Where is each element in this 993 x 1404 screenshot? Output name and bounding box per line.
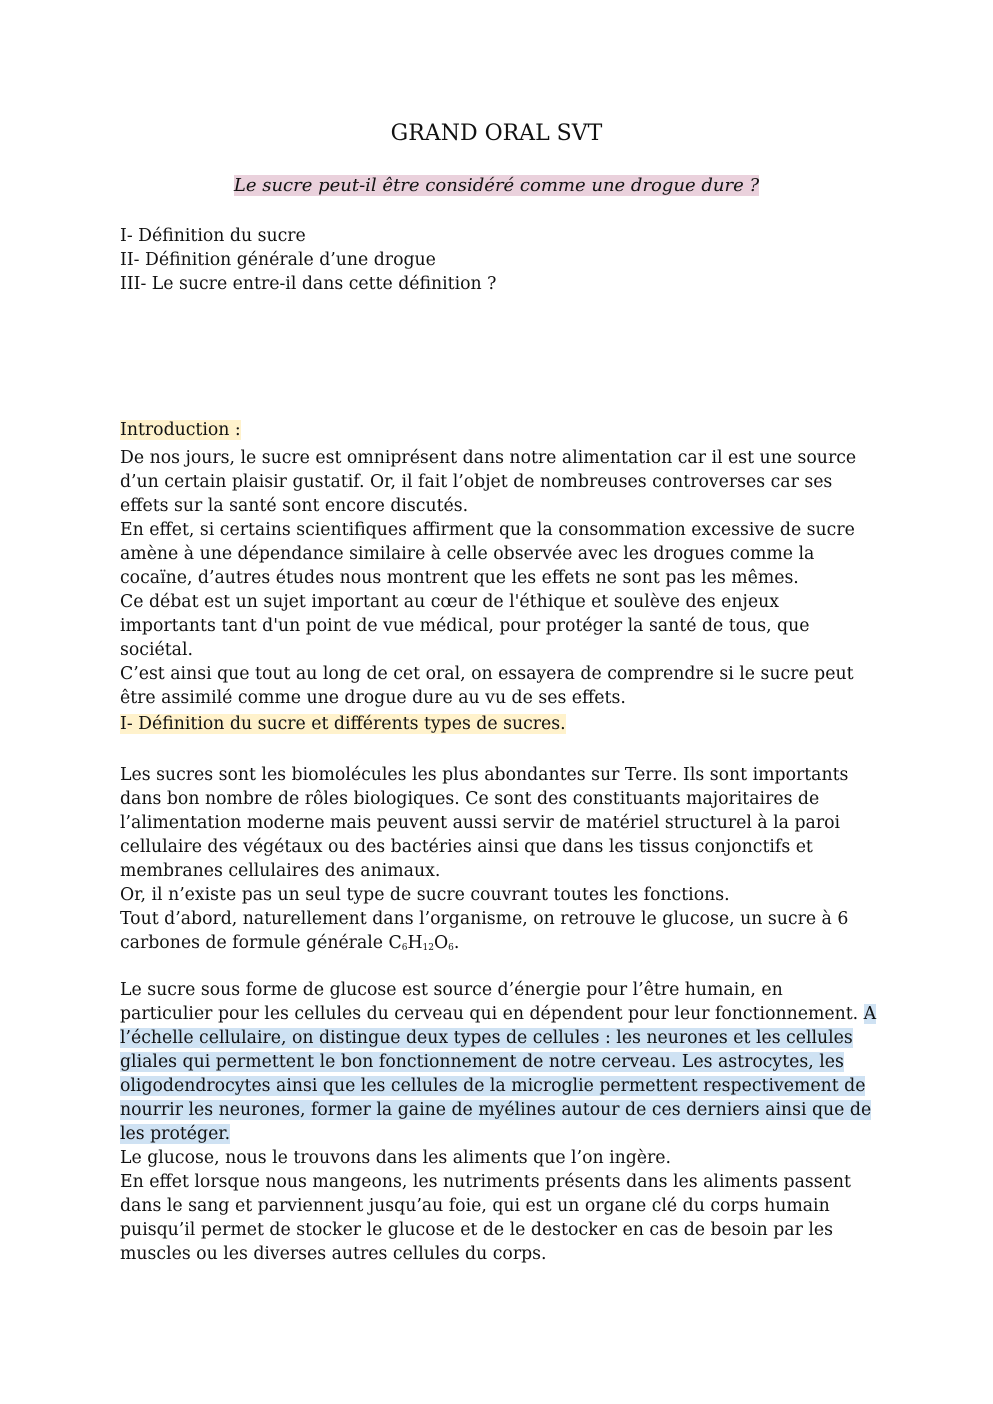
introduction-paragraph: Ce débat est un sujet important au cœur de l'éthique et soulève des enjeux importants tant d'un point de vue médical, pour protéger la santé de tous, que sociétal. — [120, 592, 810, 660]
introduction-heading — [120, 418, 880, 442]
section1-paragraph-1 — [120, 763, 880, 883]
outline-list — [120, 224, 880, 296]
section1-heading-text: I- Définition du sucre et différents types de sucres. — [120, 714, 566, 734]
section1-paragraph-4 — [120, 1146, 880, 1266]
formula-carbon-count: 6 — [401, 943, 408, 953]
paragraph-text: En effet lorsque nous mangeons, les nutriments présents dans les aliments passent dans le sang et parviennent jusqu’au foie, qui est un organe clé du corps humain puisqu’il permet de stocker le glucose et de le destocker en cas de besoin par les muscles ou les diverses autres cellules du corps. — [120, 1172, 851, 1264]
section1-paragraph-2 — [120, 883, 880, 955]
subtitle-question: Le sucre peut-il être considéré comme une drogue dure ? — [233, 175, 760, 196]
paragraph-text: Les sucres sont les biomolécules les plus abondantes sur Terre. Ils sont importants dans bon nombre de rôles biologiques. Ce sont des constituants majoritaires de l’alimentation moderne mais peuvent aussi servir de matériel structurel à la paroi cellulaire des végétaux ou des bactéries ainsi que dans les tissus conjonctifs et membranes cellulaires des animaux. — [120, 765, 849, 881]
paragraph-text — [120, 907, 880, 955]
formula-hydrogen: H — [407, 933, 423, 953]
highlighted-passage: A l’échelle cellulaire, on distingue deux types de cellules : les neurones et les cellules gliales qui permettent le bon fonctionnement de notre cerveau. Les astrocytes, les oligodendrocytes ainsi que les cellules de la microglie permettent respectivement de nourrir les neurones, former la gaine de myélines autour de ces derniers ainsi que de les protéger. — [120, 1004, 877, 1144]
formula-oxygen: O — [434, 933, 449, 953]
document-title — [0, 119, 993, 149]
paragraph-text — [120, 978, 880, 1146]
introduction-heading-text: Introduction : — [120, 420, 241, 440]
formula-carbon: C — [388, 933, 402, 953]
section1-paragraph-3 — [120, 978, 880, 1146]
section1-heading — [120, 712, 880, 736]
paragraph-text-part: Le sucre sous forme de glucose est source d’énergie pour l’être humain, en particulier pour les cellules du cerveau qui en dépendent pour leur fonctionnement. — [120, 980, 864, 1024]
introduction-paragraph: En effet, si certains scientifiques affirment que la consommation excessive de sucre amène à une dépendance similaire à celle observée avec les drogues comme la cocaïne, d’autres études nous montrent que les effets ne sont pas les mêmes. — [120, 520, 855, 588]
formula-period: . — [453, 933, 460, 953]
glucose-formula — [389, 933, 460, 953]
outline-item: I- Définition du sucre — [120, 226, 306, 246]
paragraph-text: Le glucose, nous le trouvons dans les aliments que l’on ingère. — [120, 1148, 672, 1168]
paragraph-text-part: Tout d’abord, naturellement dans l’organisme, on retrouve le glucose, un sucre à 6 carbones de formule générale — [120, 909, 849, 953]
formula-hydrogen-count: 12 — [422, 943, 434, 953]
outline-item: III- Le sucre entre-il dans cette définition ? — [120, 274, 497, 294]
paragraph-text: Or, il n’existe pas un seul type de sucre couvrant toutes les fonctions. — [120, 885, 730, 905]
document-subtitle — [0, 172, 993, 200]
introduction-paragraph: C’est ainsi que tout au long de cet oral, on essayera de comprendre si le sucre peut être assimilé comme une drogue dure au vu de ses effets. — [120, 664, 854, 708]
introduction-paragraph: De nos jours, le sucre est omniprésent dans notre alimentation car il est une source d’un certain plaisir gustatif. Or, il fait l’objet de nombreuses controverses car ses effets sur la santé sont encore discutés. — [120, 448, 857, 516]
outline-item: II- Définition générale d’une drogue — [120, 250, 436, 270]
formula-oxygen-count: 6 — [448, 943, 454, 953]
document-title-text: GRAND ORAL SVT — [390, 121, 603, 146]
introduction-body — [120, 446, 880, 710]
